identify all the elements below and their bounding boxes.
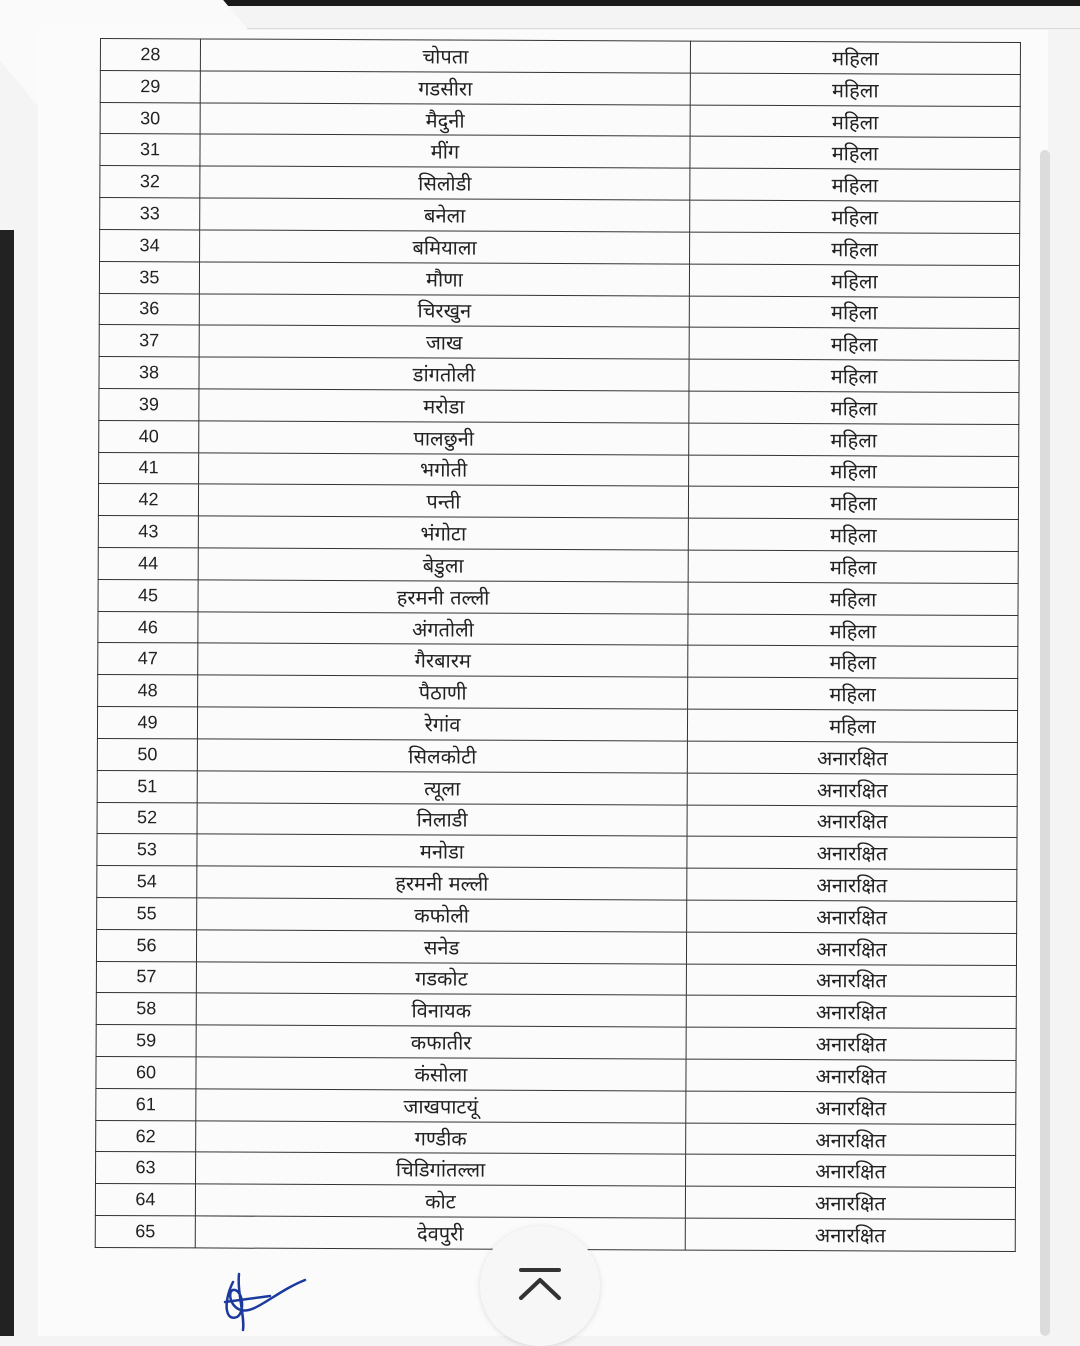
row-number: 44 (98, 547, 198, 579)
place-name: कफातीर (196, 1025, 686, 1059)
place-name: गडसीरा (200, 71, 690, 105)
table-row (97, 802, 1017, 838)
row-number: 57 (96, 961, 196, 993)
table-row (97, 738, 1017, 774)
reservation-category: अनारक्षित (687, 900, 1017, 933)
place-name: हरमनी तल्ली (198, 580, 688, 614)
reservation-category: अनारक्षित (686, 1123, 1016, 1156)
table-row (98, 643, 1018, 679)
table-row (98, 675, 1018, 711)
reservation-category: महिला (689, 455, 1019, 488)
row-number: 65 (95, 1216, 195, 1248)
table-body (95, 39, 1020, 1252)
table-row (97, 770, 1017, 806)
reservation-category: महिला (690, 168, 1020, 201)
place-name: मौणा (199, 262, 689, 296)
place-name: त्यूला (197, 771, 687, 805)
row-number: 49 (97, 707, 197, 739)
place-name: पैठाणी (198, 675, 688, 709)
reservation-category: अनारक्षित (686, 932, 1016, 965)
reservation-category: महिला (688, 486, 1018, 519)
place-name: चिडिगांतल्ला (195, 1152, 685, 1186)
row-number: 48 (98, 675, 198, 707)
row-number: 64 (95, 1184, 195, 1216)
reservation-category: महिला (689, 359, 1019, 392)
row-number: 60 (96, 1056, 196, 1088)
reservation-category: अनारक्षित (687, 773, 1017, 806)
place-name: गण्डीक (196, 1121, 686, 1155)
reservation-category: महिला (688, 614, 1018, 647)
table-row (96, 1152, 1016, 1188)
table-row (99, 293, 1019, 329)
place-name: सिलकोटी (197, 739, 687, 773)
chevron-up-icon (517, 1266, 563, 1302)
scrollbar[interactable] (1040, 150, 1050, 1336)
table-row (96, 929, 1016, 965)
place-name: कंसोला (196, 1057, 686, 1091)
table-row (95, 1184, 1015, 1220)
table-row (97, 866, 1017, 902)
table-row (99, 325, 1019, 361)
table-row (99, 420, 1019, 456)
row-number: 39 (99, 388, 199, 420)
signature-icon (215, 1262, 315, 1332)
row-number: 54 (97, 866, 197, 898)
place-name: बेडुला (198, 548, 688, 582)
place-name: विनायक (196, 993, 686, 1027)
table-row (100, 102, 1020, 138)
reservation-category: महिला (687, 709, 1017, 742)
table-row (98, 516, 1018, 552)
table-row (98, 484, 1018, 520)
row-number: 63 (96, 1152, 196, 1184)
row-number: 40 (99, 420, 199, 452)
reservation-category: महिला (689, 264, 1019, 297)
reservation-category: अनारक्षित (687, 868, 1017, 901)
table-row (96, 1056, 1016, 1092)
row-number: 38 (99, 357, 199, 389)
table-row (100, 166, 1020, 202)
place-name: गडकोट (196, 961, 686, 995)
reservation-category: महिला (688, 677, 1018, 710)
row-number: 34 (100, 229, 200, 261)
table-row (97, 707, 1017, 743)
table-row (100, 70, 1020, 106)
place-name: सिलोडी (200, 166, 690, 200)
place-name: गैरबारम (198, 643, 688, 677)
row-number: 29 (100, 70, 200, 102)
row-number: 46 (98, 611, 198, 643)
place-name: रेगांव (197, 707, 687, 741)
table-row (98, 611, 1018, 647)
row-number: 61 (96, 1088, 196, 1120)
row-number: 36 (99, 293, 199, 325)
table-row (96, 1088, 1016, 1124)
row-number: 62 (96, 1120, 196, 1152)
place-name: चोपता (200, 39, 690, 73)
reservation-category: अनारक्षित (686, 995, 1016, 1028)
reservation-category: अनारक्षित (687, 805, 1017, 838)
table-row (99, 388, 1019, 424)
reservation-category: अनारक्षित (685, 1218, 1015, 1251)
row-number: 47 (98, 643, 198, 675)
row-number: 41 (99, 452, 199, 484)
reservation-category: महिला (688, 550, 1018, 583)
row-number: 53 (97, 834, 197, 866)
row-number: 58 (96, 993, 196, 1025)
reservation-category: महिला (689, 296, 1019, 329)
row-number: 45 (98, 579, 198, 611)
table-row (100, 39, 1020, 75)
reservation-category: अनारक्षित (686, 1027, 1016, 1060)
reservation-category: अनारक्षित (686, 1059, 1016, 1092)
row-number: 59 (96, 1025, 196, 1057)
reservation-category: अनारक्षित (686, 1091, 1016, 1124)
reservation-category: अनारक्षित (685, 1186, 1015, 1219)
place-name: कोट (195, 1184, 685, 1218)
reservation-table (95, 38, 1021, 1252)
place-name: भगोती (199, 452, 689, 486)
table-row (99, 357, 1019, 393)
reservation-category: अनारक्षित (687, 836, 1017, 869)
row-number: 37 (99, 325, 199, 357)
row-number: 55 (97, 897, 197, 929)
place-name: मरोडा (199, 389, 689, 423)
reservation-category: महिला (688, 646, 1018, 679)
row-number: 33 (100, 198, 200, 230)
table-row (96, 1025, 1016, 1061)
table-row (98, 547, 1018, 583)
table-row (100, 198, 1020, 234)
table-row (100, 134, 1020, 170)
reservation-category: अनारक्षित (687, 741, 1017, 774)
scroll-to-top-button[interactable] (480, 1226, 600, 1346)
table-row (100, 229, 1020, 265)
row-number: 31 (100, 134, 200, 166)
place-name: बनेला (200, 198, 690, 232)
row-number: 50 (97, 738, 197, 770)
place-name: मैदुनी (200, 103, 690, 137)
place-name: कफोली (197, 898, 687, 932)
place-name: अंगतोली (198, 612, 688, 646)
row-number: 28 (100, 39, 200, 71)
row-number: 52 (97, 802, 197, 834)
place-name: मींग (200, 134, 690, 168)
table-row (99, 452, 1019, 488)
reservation-category: महिला (689, 327, 1019, 360)
reservation-category: महिला (689, 391, 1019, 424)
table-row (97, 897, 1017, 933)
place-name: जाखपाटयूं (196, 1089, 686, 1123)
table-row (99, 261, 1019, 297)
row-number: 42 (98, 484, 198, 516)
place-name: निलाडी (197, 802, 687, 836)
reservation-category: महिला (690, 200, 1020, 233)
reservation-category: महिला (690, 232, 1020, 265)
reservation-category: महिला (690, 137, 1020, 170)
row-number: 51 (97, 770, 197, 802)
place-name: चिरखुन (199, 293, 689, 327)
reservation-category: महिला (690, 73, 1020, 106)
table-row (96, 993, 1016, 1029)
reservation-category: महिला (690, 41, 1020, 74)
reservation-category: अनारक्षित (686, 964, 1016, 997)
reservation-category: महिला (689, 423, 1019, 456)
place-name: देवपुरी (195, 1216, 685, 1250)
place-name: डांगतोली (199, 357, 689, 391)
table-row (98, 579, 1018, 615)
row-number: 30 (100, 102, 200, 134)
reservation-category: महिला (690, 105, 1020, 138)
place-name: सनेड (196, 930, 686, 964)
table-row (96, 961, 1016, 997)
reservation-category: महिला (688, 582, 1018, 615)
place-name: हरमनी मल्ली (197, 866, 687, 900)
reservation-category: महिला (688, 518, 1018, 551)
row-number: 56 (96, 929, 196, 961)
row-number: 35 (99, 261, 199, 293)
place-name: भंगोटा (198, 516, 688, 550)
place-name: बमियाला (200, 230, 690, 264)
reservation-category: अनारक्षित (685, 1155, 1015, 1188)
row-number: 32 (100, 166, 200, 198)
place-name: पन्ती (198, 484, 688, 518)
table-row (96, 1120, 1016, 1156)
row-number: 43 (98, 516, 198, 548)
place-name: मनोडा (197, 834, 687, 868)
table-row (97, 834, 1017, 870)
place-name: जाख (199, 325, 689, 359)
background-edge (0, 230, 14, 1336)
place-name: पालछुनी (199, 421, 689, 455)
